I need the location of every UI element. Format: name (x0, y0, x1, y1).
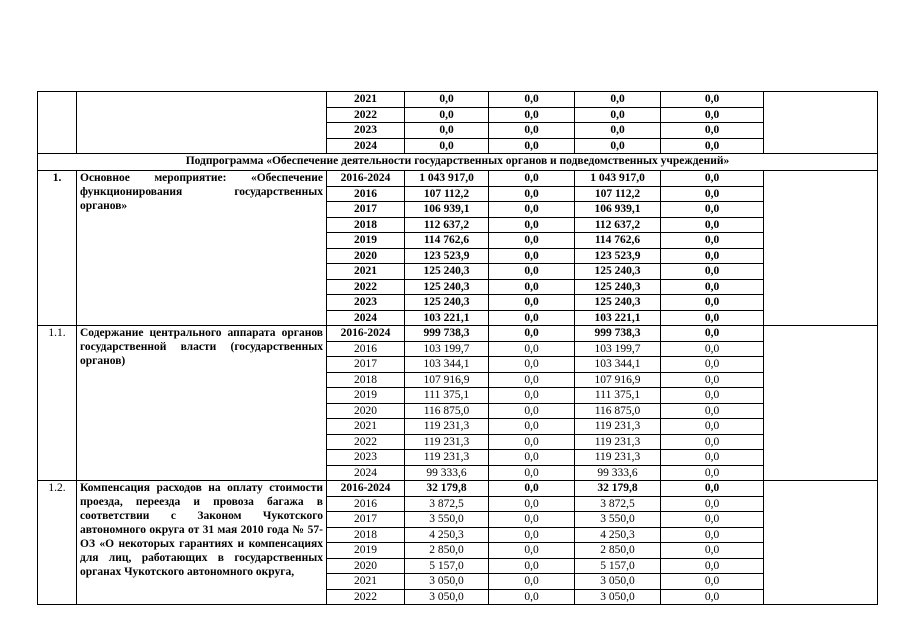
federal-budget-cell: 0,0 (489, 107, 575, 123)
other-sources-cell: 0,0 (661, 481, 764, 497)
federal-budget-cell: 0,0 (489, 217, 575, 233)
federal-budget-cell: 0,0 (489, 403, 575, 419)
period-cell: 2021 (327, 92, 405, 108)
federal-budget-cell: 0,0 (489, 341, 575, 357)
total-amount-cell: 106 939,1 (405, 202, 489, 218)
item-number: 1. (38, 171, 77, 326)
period-cell: 2022 (327, 279, 405, 295)
total-amount-cell: 123 523,9 (405, 248, 489, 264)
total-amount-cell: 103 344,1 (405, 357, 489, 373)
period-cell: 2022 (327, 589, 405, 605)
other-sources-cell: 0,0 (661, 202, 764, 218)
federal-budget-cell: 0,0 (489, 496, 575, 512)
district-budget-cell: 107 112,2 (575, 186, 661, 202)
total-amount-cell: 2 850,0 (405, 543, 489, 559)
federal-budget-cell: 0,0 (489, 123, 575, 139)
period-cell: 2016-2024 (327, 481, 405, 497)
other-sources-cell: 0,0 (661, 465, 764, 481)
district-budget-cell: 119 231,3 (575, 434, 661, 450)
district-budget-cell: 119 231,3 (575, 419, 661, 435)
period-cell: 2016 (327, 341, 405, 357)
period-cell: 2024 (327, 465, 405, 481)
district-budget-cell: 103 199,7 (575, 341, 661, 357)
district-budget-cell: 3 050,0 (575, 589, 661, 605)
period-cell: 2018 (327, 217, 405, 233)
federal-budget-cell: 0,0 (489, 434, 575, 450)
total-amount-cell: 119 231,3 (405, 419, 489, 435)
budget-table (37, 91, 878, 605)
table-row (38, 481, 878, 497)
district-budget-cell: 99 333,6 (575, 465, 661, 481)
other-sources-cell: 0,0 (661, 419, 764, 435)
district-budget-cell: 111 375,1 (575, 388, 661, 404)
other-sources-cell: 0,0 (661, 543, 764, 559)
federal-budget-cell: 0,0 (489, 589, 575, 605)
table-row (38, 92, 878, 108)
period-cell: 2020 (327, 248, 405, 264)
total-amount-cell: 111 375,1 (405, 388, 489, 404)
period-cell: 2021 (327, 264, 405, 280)
total-amount-cell: 125 240,3 (405, 279, 489, 295)
federal-budget-cell: 0,0 (489, 310, 575, 326)
total-amount-cell: 107 916,9 (405, 372, 489, 388)
total-amount-cell: 5 157,0 (405, 558, 489, 574)
district-budget-cell: 125 240,3 (575, 279, 661, 295)
federal-budget-cell: 0,0 (489, 248, 575, 264)
period-cell: 2023 (327, 450, 405, 466)
total-amount-cell: 0,0 (405, 123, 489, 139)
district-budget-cell: 114 762,6 (575, 233, 661, 249)
item-number: 1.1. (38, 326, 77, 481)
federal-budget-cell: 0,0 (489, 558, 575, 574)
other-sources-cell: 0,0 (661, 434, 764, 450)
description-cell (77, 92, 327, 154)
district-budget-cell: 123 523,9 (575, 248, 661, 264)
period-cell: 2017 (327, 357, 405, 373)
period-cell: 2020 (327, 403, 405, 419)
total-amount-cell: 116 875,0 (405, 403, 489, 419)
total-amount-cell: 1 043 917,0 (405, 171, 489, 187)
federal-budget-cell: 0,0 (489, 264, 575, 280)
federal-budget-cell: 0,0 (489, 233, 575, 249)
total-amount-cell: 107 112,2 (405, 186, 489, 202)
period-cell: 2017 (327, 202, 405, 218)
district-budget-cell: 112 637,2 (575, 217, 661, 233)
total-amount-cell: 3 050,0 (405, 589, 489, 605)
federal-budget-cell: 0,0 (489, 419, 575, 435)
total-amount-cell: 125 240,3 (405, 295, 489, 311)
federal-budget-cell: 0,0 (489, 326, 575, 342)
federal-budget-cell: 0,0 (489, 138, 575, 154)
district-budget-cell: 0,0 (575, 123, 661, 139)
period-cell: 2016 (327, 496, 405, 512)
number-cell (38, 92, 77, 154)
other-sources-cell: 0,0 (661, 589, 764, 605)
federal-budget-cell: 0,0 (489, 527, 575, 543)
table-row (38, 326, 878, 342)
item-number: 1.2. (38, 481, 77, 605)
district-budget-cell: 3 050,0 (575, 574, 661, 590)
district-budget-cell: 103 221,1 (575, 310, 661, 326)
federal-budget-cell: 0,0 (489, 512, 575, 528)
period-cell: 2022 (327, 434, 405, 450)
total-amount-cell: 32 179,8 (405, 481, 489, 497)
district-budget-cell: 125 240,3 (575, 264, 661, 280)
other-sources-cell: 0,0 (661, 357, 764, 373)
district-budget-cell: 119 231,3 (575, 450, 661, 466)
period-cell: 2023 (327, 295, 405, 311)
federal-budget-cell: 0,0 (489, 481, 575, 497)
period-cell: 2016-2024 (327, 171, 405, 187)
other-sources-cell: 0,0 (661, 388, 764, 404)
total-amount-cell: 103 199,7 (405, 341, 489, 357)
table-row (38, 171, 878, 187)
federal-budget-cell: 0,0 (489, 279, 575, 295)
federal-budget-cell: 0,0 (489, 295, 575, 311)
empty-cell (764, 92, 878, 154)
federal-budget-cell: 0,0 (489, 388, 575, 404)
district-budget-cell: 0,0 (575, 107, 661, 123)
total-amount-cell: 114 762,6 (405, 233, 489, 249)
district-budget-cell: 0,0 (575, 92, 661, 108)
district-budget-cell: 0,0 (575, 138, 661, 154)
period-cell: 2019 (327, 543, 405, 559)
other-sources-cell: 0,0 (661, 186, 764, 202)
total-amount-cell: 3 872,5 (405, 496, 489, 512)
federal-budget-cell: 0,0 (489, 450, 575, 466)
other-sources-cell: 0,0 (661, 295, 764, 311)
total-amount-cell: 99 333,6 (405, 465, 489, 481)
district-budget-cell: 125 240,3 (575, 295, 661, 311)
district-budget-cell: 107 916,9 (575, 372, 661, 388)
budget-table-body (38, 92, 878, 605)
subprogram-row (38, 154, 878, 171)
period-cell: 2020 (327, 558, 405, 574)
total-amount-cell: 0,0 (405, 107, 489, 123)
federal-budget-cell: 0,0 (489, 574, 575, 590)
total-amount-cell: 119 231,3 (405, 434, 489, 450)
period-cell: 2018 (327, 372, 405, 388)
district-budget-cell: 2 850,0 (575, 543, 661, 559)
federal-budget-cell: 0,0 (489, 357, 575, 373)
other-sources-cell: 0,0 (661, 107, 764, 123)
total-amount-cell: 119 231,3 (405, 450, 489, 466)
other-sources-cell: 0,0 (661, 138, 764, 154)
federal-budget-cell: 0,0 (489, 543, 575, 559)
federal-budget-cell: 0,0 (489, 171, 575, 187)
other-sources-cell: 0,0 (661, 264, 764, 280)
district-budget-cell: 1 043 917,0 (575, 171, 661, 187)
other-sources-cell: 0,0 (661, 558, 764, 574)
federal-budget-cell: 0,0 (489, 186, 575, 202)
period-cell: 2019 (327, 388, 405, 404)
period-cell: 2016 (327, 186, 405, 202)
federal-budget-cell: 0,0 (489, 465, 575, 481)
period-cell: 2024 (327, 138, 405, 154)
period-cell: 2018 (327, 527, 405, 543)
district-budget-cell: 999 738,3 (575, 326, 661, 342)
period-cell: 2024 (327, 310, 405, 326)
district-budget-cell: 4 250,3 (575, 527, 661, 543)
federal-budget-cell: 0,0 (489, 92, 575, 108)
other-sources-cell: 0,0 (661, 279, 764, 295)
district-budget-cell: 5 157,0 (575, 558, 661, 574)
item-description: Основное мероприятие: «Обеспечение функционирования государственных органов» (77, 171, 327, 326)
total-amount-cell: 112 637,2 (405, 217, 489, 233)
district-budget-cell: 103 344,1 (575, 357, 661, 373)
item-description: Компенсация расходов на оплату стоимости проезда, переезда и провоза багажа в соответствии с Законом Чукотского автономного округа от 31 мая 2010 года № 57-ОЗ «О некоторых гарантиях и компенсациях для лиц, работающих в государственных органах Чукотского автономного округа, (77, 481, 327, 605)
period-cell: 2021 (327, 574, 405, 590)
federal-budget-cell: 0,0 (489, 372, 575, 388)
empty-cell (764, 481, 878, 605)
other-sources-cell: 0,0 (661, 171, 764, 187)
other-sources-cell: 0,0 (661, 527, 764, 543)
empty-cell (764, 326, 878, 481)
other-sources-cell: 0,0 (661, 341, 764, 357)
total-amount-cell: 125 240,3 (405, 264, 489, 280)
district-budget-cell: 3 550,0 (575, 512, 661, 528)
district-budget-cell: 106 939,1 (575, 202, 661, 218)
total-amount-cell: 0,0 (405, 92, 489, 108)
other-sources-cell: 0,0 (661, 372, 764, 388)
district-budget-cell: 116 875,0 (575, 403, 661, 419)
period-cell: 2019 (327, 233, 405, 249)
other-sources-cell: 0,0 (661, 310, 764, 326)
federal-budget-cell: 0,0 (489, 202, 575, 218)
other-sources-cell: 0,0 (661, 512, 764, 528)
total-amount-cell: 3 550,0 (405, 512, 489, 528)
other-sources-cell: 0,0 (661, 248, 764, 264)
other-sources-cell: 0,0 (661, 326, 764, 342)
total-amount-cell: 4 250,3 (405, 527, 489, 543)
other-sources-cell: 0,0 (661, 123, 764, 139)
other-sources-cell: 0,0 (661, 403, 764, 419)
item-description: Содержание центрального аппарата органов государственной власти (государственных органов) (77, 326, 327, 481)
period-cell: 2017 (327, 512, 405, 528)
other-sources-cell: 0,0 (661, 450, 764, 466)
district-budget-cell: 3 872,5 (575, 496, 661, 512)
period-cell: 2021 (327, 419, 405, 435)
total-amount-cell: 999 738,3 (405, 326, 489, 342)
empty-cell (764, 171, 878, 326)
other-sources-cell: 0,0 (661, 217, 764, 233)
total-amount-cell: 3 050,0 (405, 574, 489, 590)
period-cell: 2022 (327, 107, 405, 123)
other-sources-cell: 0,0 (661, 92, 764, 108)
subprogram-title: Подпрограмма «Обеспечение деятельности государственных органов и подведомственных учреждений» (38, 154, 878, 171)
period-cell: 2023 (327, 123, 405, 139)
district-budget-cell: 32 179,8 (575, 481, 661, 497)
other-sources-cell: 0,0 (661, 233, 764, 249)
total-amount-cell: 0,0 (405, 138, 489, 154)
other-sources-cell: 0,0 (661, 574, 764, 590)
other-sources-cell: 0,0 (661, 496, 764, 512)
period-cell: 2016-2024 (327, 326, 405, 342)
total-amount-cell: 103 221,1 (405, 310, 489, 326)
